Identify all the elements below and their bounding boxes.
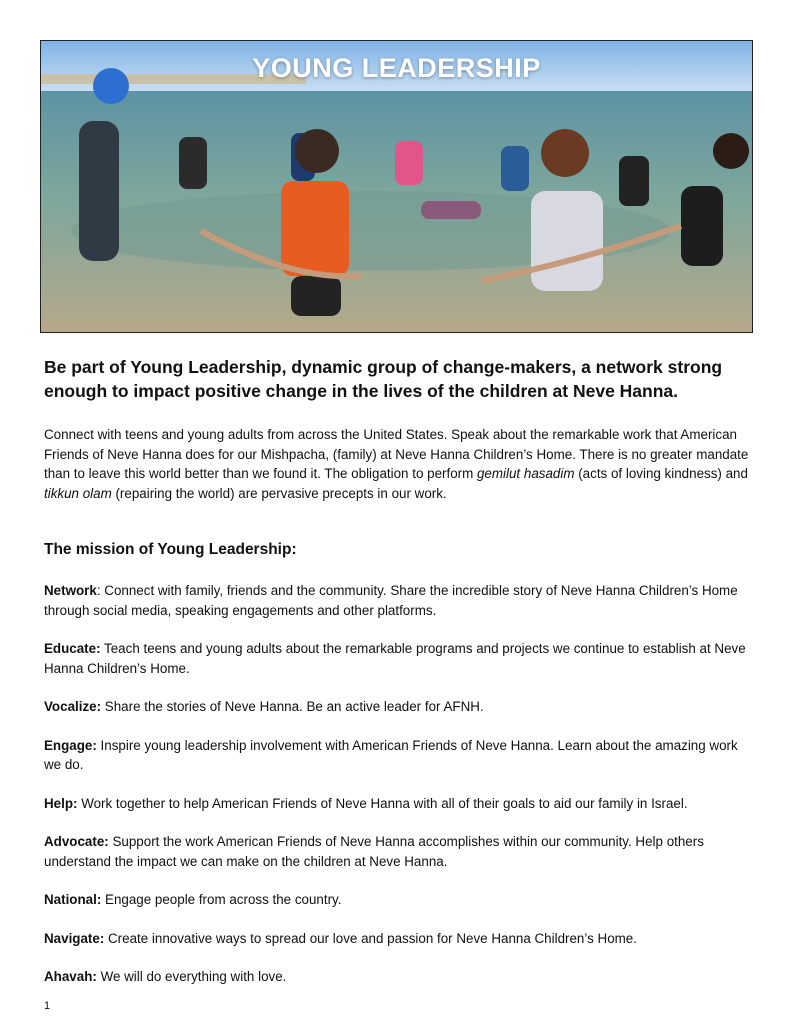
mission-heading: The mission of Young Leadership: bbox=[44, 541, 297, 558]
mission-item-educate bbox=[44, 639, 758, 678]
mission-item-text: Support the work American Friends of Neve Hanna accomplishes within our community. Help others understand the impact we can make on the children at Neve Hanna. bbox=[44, 834, 704, 869]
mission-item-national bbox=[44, 890, 758, 910]
mission-item-label: Vocalize: bbox=[44, 699, 102, 714]
mission-item-navigate bbox=[44, 929, 758, 949]
page-number: 1 bbox=[44, 1000, 51, 1012]
mission-item-help bbox=[44, 794, 758, 814]
people-in-sea-circle-photo bbox=[41, 41, 753, 333]
mission-item-label: Help: bbox=[44, 795, 78, 811]
mission-list bbox=[44, 581, 758, 1006]
intro-text: (acts of loving kindness) and bbox=[574, 466, 748, 481]
intro-paragraph bbox=[44, 425, 756, 503]
intro-text: (repairing the world) are pervasive precepts in our work. bbox=[111, 485, 447, 501]
mission-item-label: National: bbox=[44, 892, 102, 907]
mission-item-text: : Connect with family, friends and the community. Share the incredible story of Neve Hanna Children’s Home through social media, speaking engagements and other platforms. bbox=[44, 583, 738, 618]
mission-item-text: We will do everything with love. bbox=[96, 969, 287, 984]
mission-item-label: Navigate: bbox=[44, 930, 105, 946]
mission-item-engage bbox=[44, 736, 758, 775]
mission-item-vocalize bbox=[44, 697, 758, 717]
term-gemilut-hasadim: gemilut hasadim bbox=[476, 466, 575, 481]
mission-item-text: Engage people from across the country. bbox=[101, 892, 342, 907]
mission-item-label: Educate: bbox=[44, 641, 101, 656]
mission-item-ahavah bbox=[44, 967, 758, 987]
banner-photo bbox=[40, 40, 753, 333]
mission-item-text: Work together to help American Friends of Neve Hanna with all of their goals to aid our family in Israel. bbox=[77, 795, 688, 811]
mission-item-text: Create innovative ways to spread our love and passion for Neve Hanna Children’s Home. bbox=[104, 930, 637, 946]
mission-item-label: Engage: bbox=[44, 737, 97, 753]
banner-title: YOUNG LEADERSHIP bbox=[252, 53, 541, 83]
mission-item-text: Share the stories of Neve Hanna. Be an active leader for AFNH. bbox=[101, 699, 484, 714]
intro-text: Connect with teens and young adults from across the United States. Speak about the remarkable work that American Friends of Neve Hanna does for our Mishpacha, (family) at Neve Hanna Children’s Home. There is no greater mandate than to leave this world better than we found it. The obligation to perform bbox=[44, 427, 749, 481]
mission-item-network bbox=[44, 581, 758, 620]
mission-item-text: Teach teens and young adults about the remarkable programs and projects we continue to establish at Neve Hanna Children’s Home. bbox=[44, 641, 746, 676]
mission-item-text: Inspire young leadership involvement with American Friends of Neve Hanna. Learn about the amazing work we do. bbox=[44, 737, 738, 772]
term-tikkun-olam: tikkun olam bbox=[44, 485, 112, 501]
mission-item-label: Advocate: bbox=[44, 834, 109, 849]
mission-item-advocate bbox=[44, 832, 758, 871]
mission-item-label: Network bbox=[44, 583, 97, 598]
mission-item-label: Ahavah: bbox=[44, 969, 97, 984]
lead-heading: Be part of Young Leadership, dynamic group of change-makers, a network strong enough to impact positive change in the lives of the children at Neve Hanna. bbox=[44, 357, 723, 401]
